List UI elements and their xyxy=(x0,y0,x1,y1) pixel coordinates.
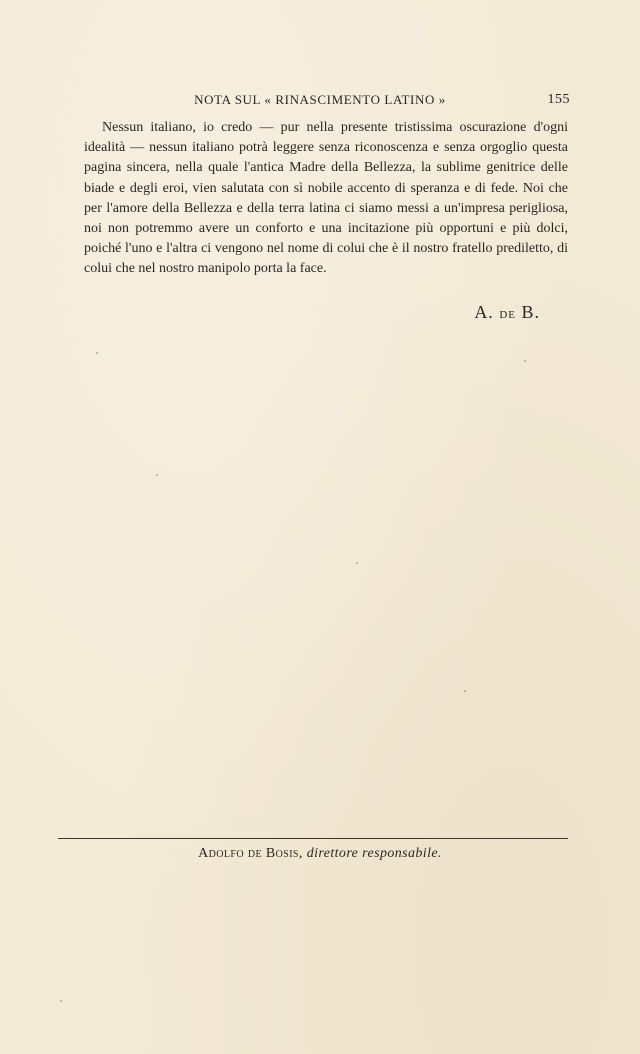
signature-initial-a: A. xyxy=(474,302,494,322)
running-title: NOTA SUL « RINASCIMENTO LATINO » xyxy=(194,92,446,107)
imprint-name: Adolfo de Bosis, xyxy=(198,846,303,861)
signature xyxy=(474,302,540,323)
paper-speck xyxy=(60,1000,62,1002)
paper-speck xyxy=(464,690,466,692)
paper-speck xyxy=(356,562,358,564)
paper-speck xyxy=(96,352,98,354)
running-head xyxy=(0,92,640,112)
paper-speck xyxy=(524,360,526,362)
body-paragraph: Nessun italiano, io credo — pur nella presente tristissima oscurazione d'ogni idealità — nessun italiano potrà leggere senza riconoscenza e senza orgoglio questa pagina sincera, nella quale l'antica Madre della Bellezza, la sublime genitrice delle biade e degli eroi, vien salutata con sì nobile accento di speranza e di fede. Noi che per l'amore della Bellezza e della terra latina ci siamo messi a un'impresa perigliosa, noi non potremmo avere un conforto e una incitazione più opportuni e più dolci, poiché l'uno e l'altra ci vengono nel nome di colui che è il nostro fratello prediletto, di colui che nel nostro manipolo porta la face. xyxy=(84,120,568,277)
imprint xyxy=(0,846,640,862)
paper-speck xyxy=(156,474,158,476)
imprint-role: direttore responsabile. xyxy=(306,846,442,861)
page-number: 155 xyxy=(547,92,570,107)
body-text xyxy=(84,118,568,280)
footer-rule xyxy=(58,838,568,839)
signature-initial-b: B. xyxy=(521,302,540,322)
signature-particle: de xyxy=(499,305,516,322)
